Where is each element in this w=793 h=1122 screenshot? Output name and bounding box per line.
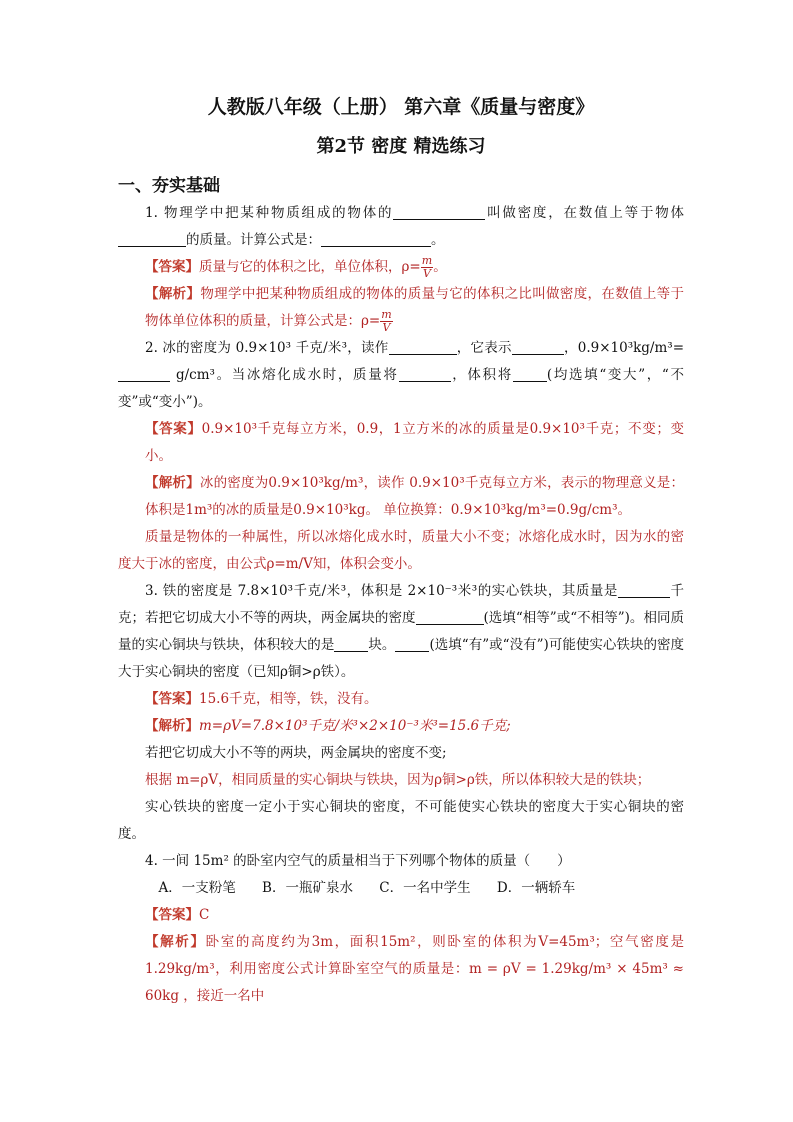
analysis-2: 【解析】冰的密度为0.9×10³kg/m³，读作 0.9×10³千克每立方米，表示的物理意义是：体积是1m³的冰的质量是0.9×10³kg。 单位换算：0.9×10³kg/m³=0.9g/cm³。 [145,475,685,518]
section-heading: 一、夯实基础 [118,176,220,196]
option-d: D．一辆轿车 [496,880,576,896]
answer-blank [399,365,451,382]
question-1: 1. 物理学中把某种物质组成的物体的 叫做密度，在数值上等于物体的质量。计算公式是： 。 [118,200,684,254]
answer-blank [118,230,186,247]
document-subtitle: 第2节 密度 精选练习 [316,136,486,157]
answer-blank [618,581,670,598]
analysis-1: 【解析】物理学中把某种物质组成的物体的质量与它的体积之比叫做密度，在数值上等于物体单位体积的质量，计算公式是：ρ= $\frac{m}{V}$ [145,286,685,334]
question-2: 2. 冰的密度为 0.9×10³ 千克/米³，读作 ，它表示 ，0.9×10³kg/m³= g/cm³。当冰熔化成水时，质量将 ，体积将 (均选填“变大”，“不变”或“变小”)。 [118,340,685,410]
question-4: 4. 一间 15m² 的卧室内空气的质量相当于下列哪个物体的质量（ ） [145,853,571,869]
analysis-3-line-4: 实心铁块的密度一定小于实心铜块的密度，不可能使实心铁块的密度大于实心铜块的密度。 [118,799,684,842]
answer-blank [513,365,547,382]
analysis-2-continued: 质量是物体的一种属性，所以冰熔化成水时，质量大小不变；冰熔化成水时，因为水的密度大于冰的密度，由公式ρ=m/V知，体积会变小。 [118,529,684,572]
option-b: B．一瓶矿泉水 [262,880,353,896]
option-a: A．一支粉笔 [158,880,236,896]
density-fraction: $\frac{m}{V}$ [421,254,433,280]
analysis-4: 【解析】卧室的高度约为3m，面积15m²，则卧室的体积为V=45m³；空气密度是1.29kg/m³，利用密度公式计算卧室空气的质量是：m = ρV = 1.29kg/m³ × 45m³ ≈ 60kg ，接近一名中 [145,934,685,1004]
answer-4: 【答案】C [145,907,210,923]
density-fraction: $\frac{m}{V}$ [381,308,392,334]
answer-2: 【答案】0.9×10³千克每立方米，0.9，1立方米的冰的质量是0.9×10³千克；不变；变小。 [145,421,684,464]
question-3: 3. 铁的密度是 7.8×10³千克/米³，体积是 2×10⁻³米³的实心铁块，其质量是 千克；若把它切成大小不等的两块，两金属块的密度 (选填“相等”或“不相等”)。相同质量的实心铜块与铁块，体积较大的是 块。 (选填“有”或“没有”)可能使实心铁块的密度大于实心铜块的密度（已知ρ铜>ρ铁）。 [118,583,685,680]
answer-blank [389,338,457,355]
answer-blank [416,608,484,625]
answer-blank [512,338,564,355]
question-4-options [118,875,684,902]
answer-blank [395,635,429,652]
answer-blank [321,230,431,247]
document-title: 人教版八年级（上册） 第六章《质量与密度》 [207,96,595,118]
answer-blank [118,365,170,382]
analysis-3-line-2: 若把它切成大小不等的两块，两金属块的密度不变; [145,745,447,761]
analysis-3: 【解析】m=ρV=7.8×10³千克/米³×2×10⁻³米³=15.6千克; [145,718,511,734]
answer-1: 【答案】质量与它的体积之比，单位体积，ρ= $\frac{m}{V}$ 。 [145,254,447,280]
analysis-3-line-3: 根据 m=ρV，相同质量的实心铜块与铁块，因为ρ铜>ρ铁，所以体积较大是的铁块； [145,772,651,788]
answer-blank [334,635,368,652]
answer-blank [393,203,485,220]
option-c: C．一名中学生 [379,880,471,896]
document-page [118,92,684,1010]
answer-3: 【答案】15.6千克，相等，铁，没有。 [145,691,378,707]
